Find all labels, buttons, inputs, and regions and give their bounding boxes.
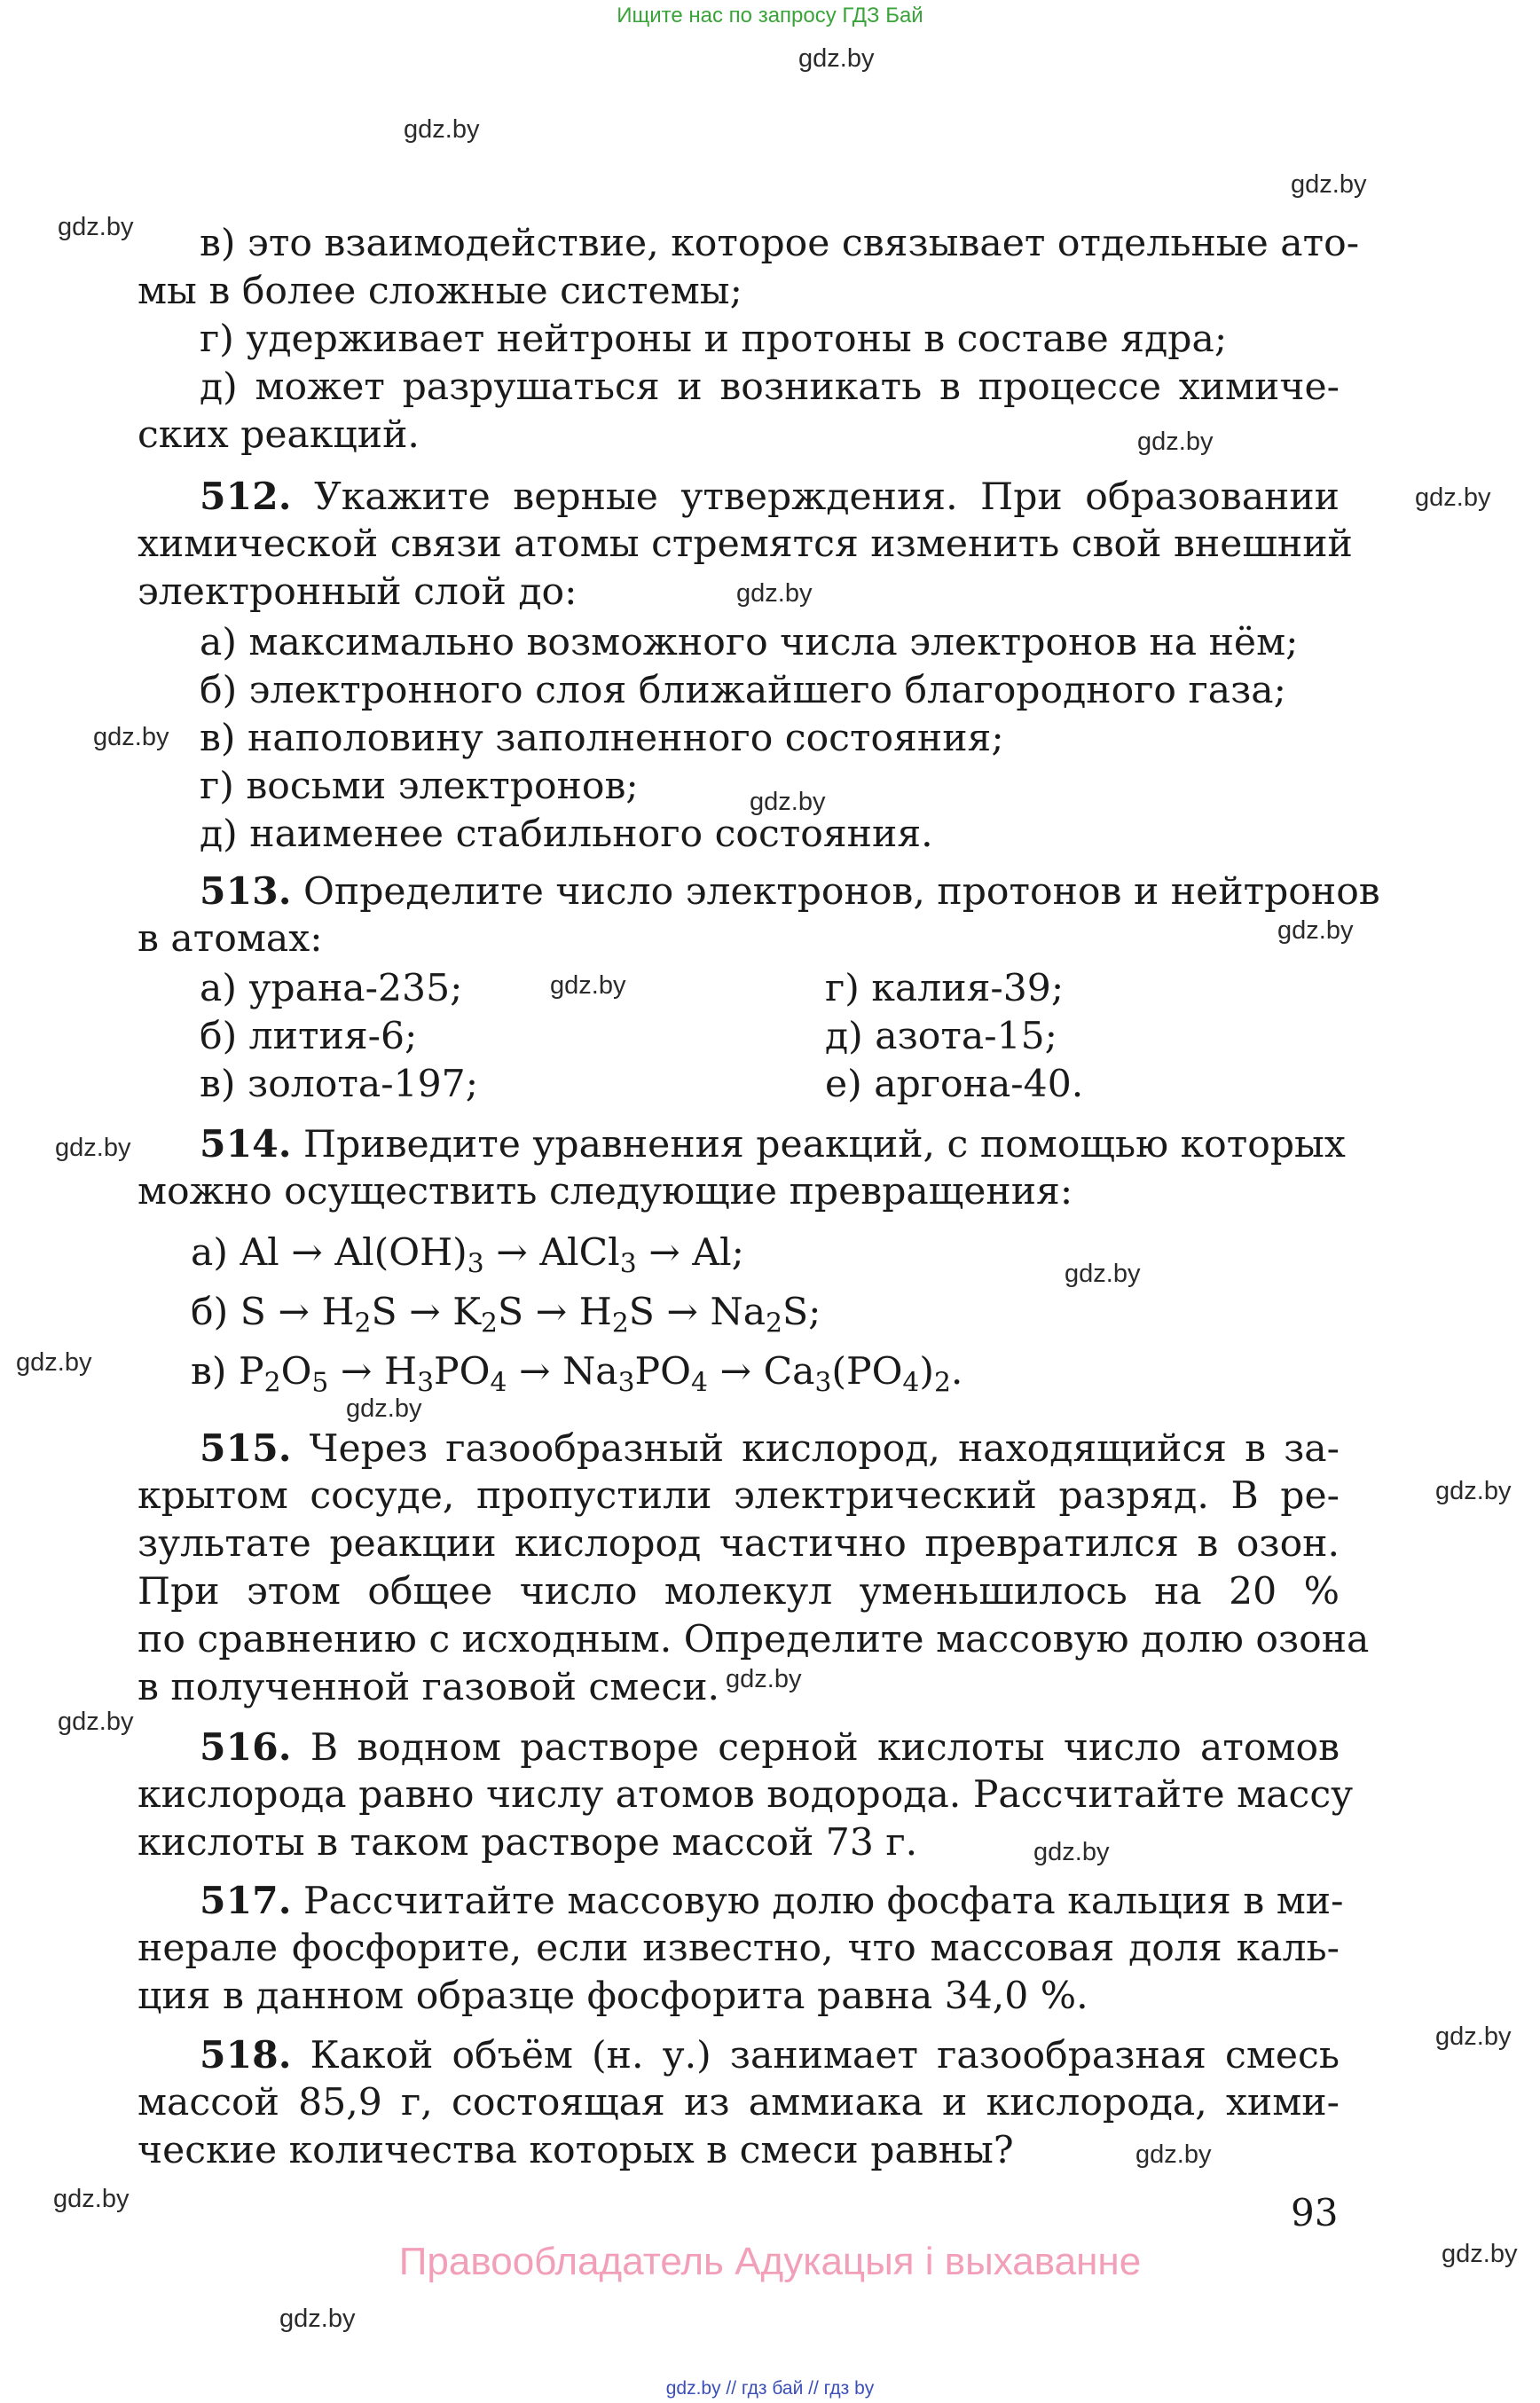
text-line: При этом общее число молекул уменьшилось на 20 % [138, 1570, 1340, 1614]
text-line: мы в более сложные системы; [138, 270, 742, 313]
answer-option: б) электронного слоя ближайшего благородного газа; [200, 669, 1286, 712]
arrow-icon: → [278, 1291, 310, 1334]
arrow-icon: → [518, 1350, 551, 1394]
question-text: Приведите уравнения реакций, с помощью которых [303, 1123, 1346, 1166]
text-line: крытом сосуде, пропустили электрический разряд. В ре- [138, 1474, 1340, 1518]
watermark: gdz.by [55, 1134, 131, 1162]
answer-option: в) золота-197; [200, 1063, 479, 1106]
arrow-icon: → [648, 1231, 680, 1275]
watermark: gdz.by [1442, 2240, 1518, 2268]
question-text: Через газообразный кислород, находящийся в за- [309, 1427, 1340, 1471]
watermark: gdz.by [279, 2305, 356, 2333]
text-line: электронный слой до: [138, 570, 578, 614]
question-number: 514. [200, 1122, 292, 1166]
text-line: можно осуществить следующие превращения: [138, 1170, 1073, 1213]
answer-option: д) наименее стабильного состояния. [200, 813, 933, 856]
watermark: gdz.by [1277, 916, 1354, 945]
question-text: Какой объём (н. у.) занимает газообразная смесь [310, 2034, 1340, 2077]
answer-option: а) максимально возможного числа электронов на нём; [200, 621, 1299, 664]
watermark: gdz.by [736, 579, 813, 608]
arrow-icon: → [535, 1291, 568, 1334]
text-line: д) может разрушаться и возникать в процессе химиче- [200, 365, 1340, 409]
watermark: gdz.by [1291, 170, 1367, 199]
watermark: gdz.by [726, 1665, 802, 1693]
arrow-icon: → [496, 1231, 528, 1275]
text-line: зультате реакции кислород частично превратился в озон. [138, 1522, 1340, 1566]
question-513 [200, 868, 1380, 916]
text-line: в атомах: [138, 917, 323, 961]
text-line: г) удерживает нейтроны и протоны в составе ядра; [200, 318, 1228, 361]
question-517 [200, 1877, 1344, 1926]
question-515 [200, 1425, 1340, 1473]
answer-option: а) урана-235; [200, 967, 463, 1010]
text-line: массой 85,9 г, состоящая из аммиака и кислорода, хими- [138, 2081, 1340, 2124]
chemical-chain-a: а) $Al \to Al(OH)_3$ → AlCl$_3$ → Al; [191, 1231, 744, 1280]
answer-option: д) азота-15; [825, 1015, 1057, 1058]
question-number: 513. [200, 869, 292, 914]
watermark: gdz.by [1135, 2140, 1212, 2169]
top-banner[interactable]: Ищите нас по запросу ГДЗ Бай [617, 4, 923, 27]
watermark: gdz.by [798, 44, 875, 73]
chemical-chain-b: б) $S \to H_2S \to K_2S \to H_2S \to Na_2S$; [191, 1291, 821, 1339]
text-line: химической связи атомы стремятся изменить свой внешний [138, 522, 1353, 566]
question-516 [200, 1724, 1340, 1772]
watermark: gdz.by [1065, 1260, 1141, 1288]
watermark: gdz.by [93, 723, 169, 751]
question-number: 516. [200, 1725, 292, 1770]
question-text: Определите число электронов, протонов и нейтронов [303, 870, 1380, 914]
watermark: gdz.by [404, 115, 480, 144]
watermark: gdz.by [346, 1394, 422, 1423]
question-number: 518. [200, 2033, 292, 2077]
watermark: gdz.by [58, 1708, 134, 1736]
question-text: В водном растворе серной кислоты число атомов [310, 1726, 1340, 1770]
answer-option: в) наполовину заполненного состояния; [200, 717, 1004, 760]
text-line: кислорода равно числу атомов водорода. Рассчитайте массу [138, 1773, 1354, 1817]
chemical-chain-c: в) $P_2O_5 \to H_3PO_4 \to Na_3PO_4 \to Ca_3(PO_4)_2$. [191, 1350, 963, 1399]
question-text: Рассчитайте массовую долю фосфата кальция в ми- [303, 1880, 1344, 1923]
answer-option: е) аргона-40. [825, 1063, 1084, 1106]
watermark: gdz.by [1137, 428, 1214, 456]
question-number: 515. [200, 1426, 292, 1471]
arrow-icon: → [666, 1291, 699, 1334]
arrow-icon: → [719, 1350, 752, 1394]
page-number: 93 [1291, 2191, 1339, 2234]
watermark: gdz.by [750, 788, 826, 816]
arrow-icon: → [291, 1231, 323, 1275]
question-514 [200, 1120, 1346, 1169]
watermark: gdz.by [1415, 483, 1491, 512]
question-text: Укажите верные утверждения. При образовании [314, 475, 1340, 519]
question-number: 517. [200, 1879, 292, 1923]
watermark: gdz.by [53, 2185, 130, 2213]
text-line: по сравнению с исходным. Определите массовую долю озона [138, 1618, 1370, 1661]
copyright-notice: Правообладатель Адукацыя і выхаванне [398, 2240, 1142, 2283]
text-line: ция в данном образце фосфорита равна 34,0 %. [138, 1975, 1088, 2018]
text-line: ских реакций. [138, 413, 420, 457]
answer-option: г) восьми электронов; [200, 765, 639, 808]
footer-links[interactable]: gdz.by // гдз бай // гдз by [665, 2378, 875, 2399]
watermark: gdz.by [1033, 1838, 1110, 1866]
text-line: ческие количества которых в смеси равны? [138, 2129, 1014, 2172]
arrow-icon: → [409, 1291, 441, 1334]
watermark: gdz.by [550, 971, 626, 1000]
watermark: gdz.by [58, 213, 134, 241]
question-number: 512. [200, 475, 292, 519]
watermark: gdz.by [16, 1348, 92, 1377]
watermark: gdz.by [1435, 2022, 1512, 2051]
answer-option: б) лития-6; [200, 1015, 418, 1058]
arrow-icon: → [340, 1350, 373, 1394]
answer-option: г) калия-39; [825, 967, 1065, 1010]
question-518 [200, 2031, 1340, 2080]
question-512 [200, 473, 1340, 522]
text-line: в) это взаимодействие, которое связывает отдельные ато- [200, 222, 1360, 265]
text-line: в полученной газовой смеси. [138, 1666, 720, 1709]
watermark: gdz.by [1435, 1477, 1512, 1505]
text-line: кислоты в таком растворе массой 73 г. [138, 1821, 918, 1865]
text-line: нерале фосфорите, если известно, что массовая доля каль- [138, 1927, 1340, 1970]
